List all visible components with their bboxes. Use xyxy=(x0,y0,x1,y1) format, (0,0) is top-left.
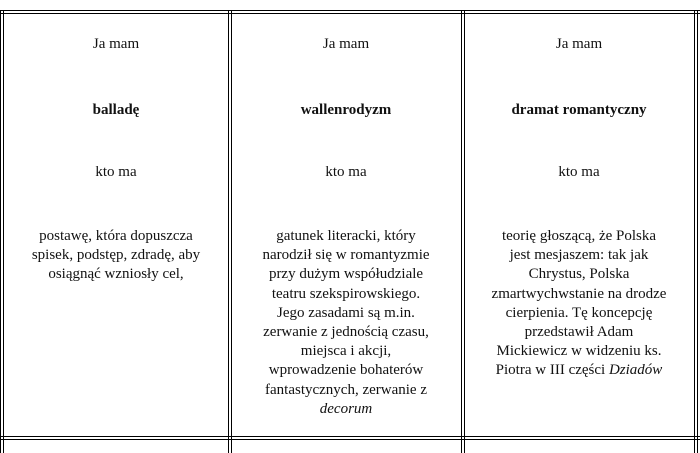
definition-line: zmartwychwstanie na drodze xyxy=(491,285,667,302)
card-definition xyxy=(232,227,460,419)
definition-line: cierpienia. Tę koncepcję xyxy=(505,304,653,321)
definition-line: postawę, która dopuszcza xyxy=(39,228,193,244)
definition-line: przedstawił Adam xyxy=(524,324,634,341)
definition-line: osiągnąć wzniosły cel, xyxy=(48,266,184,283)
definition-line: teorię głoszącą, że Polska xyxy=(501,228,657,244)
card-term: balladę xyxy=(92,102,140,118)
definition-line: spisek, podstęp, zdradę, aby xyxy=(31,247,201,264)
definition-line: teatru szekspirowskiego. xyxy=(271,285,421,302)
definition-line: przy dużym współudziale xyxy=(268,266,424,283)
card-question: kto ma xyxy=(558,164,600,180)
card-question: kto ma xyxy=(325,164,367,180)
definition-line: Piotra w III części xyxy=(495,362,609,379)
table-border xyxy=(0,13,700,14)
card-question: kto ma xyxy=(95,164,137,180)
row-divider xyxy=(0,436,700,437)
table-border xyxy=(694,10,695,453)
definition-line: jest mesjaszem: tak jak xyxy=(509,247,649,264)
definition-line: Jego zasadami są m.in. xyxy=(277,304,415,321)
card-definition xyxy=(2,227,230,285)
definition-line: fantastycznych, zerwanie z xyxy=(265,381,427,398)
definition-italic: decorum xyxy=(319,400,373,417)
definition-line: miejsca i akcji, xyxy=(300,343,392,360)
card-intro: Ja mam xyxy=(555,36,603,52)
column-divider xyxy=(461,10,462,453)
definition-line: Mickiewicz w widzeniu ks. xyxy=(496,343,662,360)
definition-line: gatunek literacki, który xyxy=(276,228,416,244)
card-definition xyxy=(465,227,693,381)
definition-line: zerwanie z jednością czasu, xyxy=(263,324,429,341)
card-term: dramat romantyczny xyxy=(511,102,647,118)
definition-line: wprowadzenie bohaterów xyxy=(268,362,424,379)
row-divider xyxy=(0,439,700,440)
card-intro: Ja mam xyxy=(322,36,370,52)
table-border xyxy=(0,10,1,453)
definition-line: narodził się w romantyzmie xyxy=(262,247,430,264)
table-border xyxy=(0,10,700,11)
definition-line: Chrystus, Polska xyxy=(528,266,630,283)
table-border xyxy=(697,10,698,453)
card-term: wallenrodyzm xyxy=(300,102,392,118)
definition-italic: Dziadów xyxy=(608,362,663,379)
card-intro: Ja mam xyxy=(92,36,140,52)
